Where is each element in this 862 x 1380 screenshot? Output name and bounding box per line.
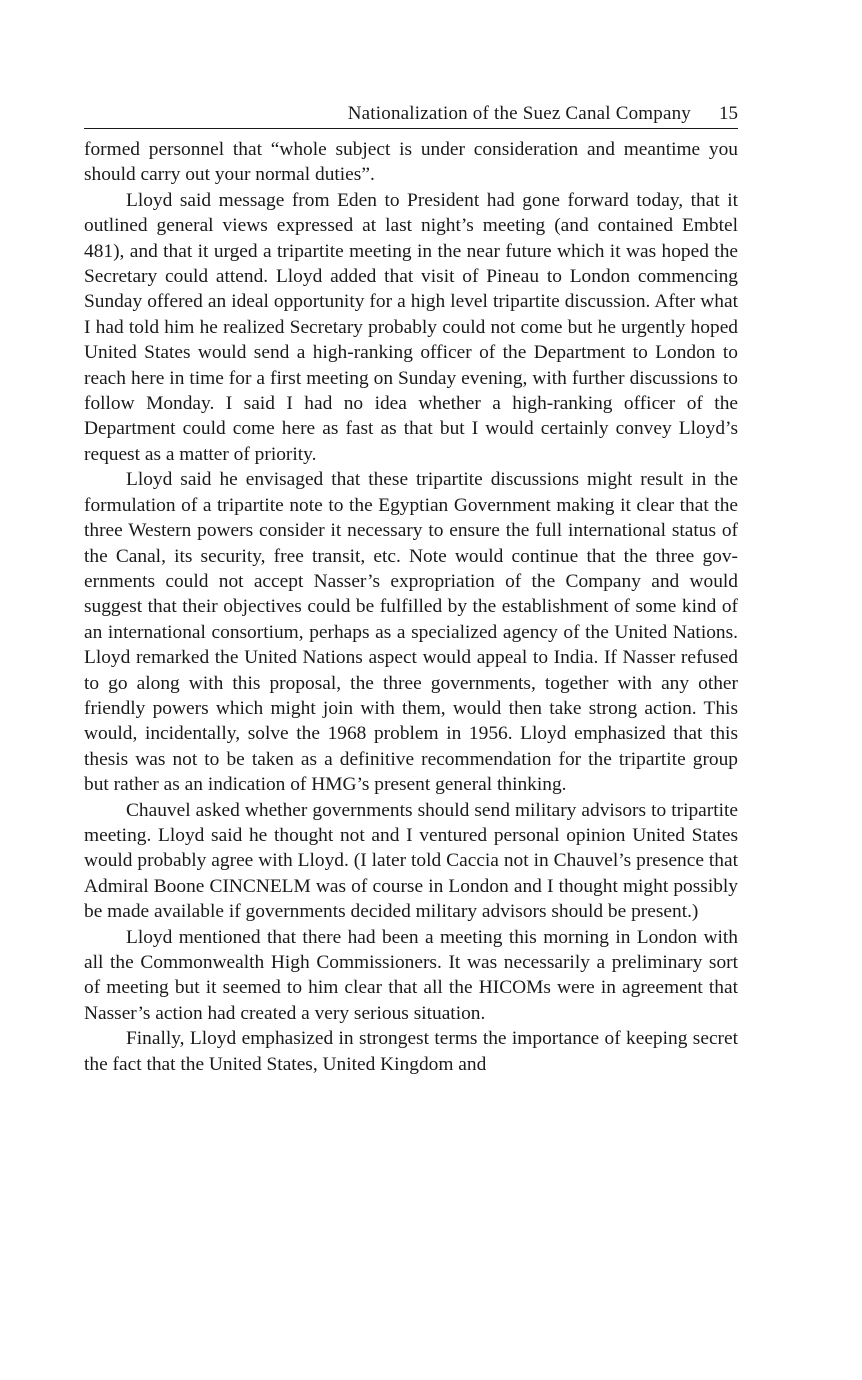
paragraph: Lloyd said he envisaged that these tripartite discussions might result in the formulation of a tripartite note to the Egyptian Government making it clear that the three Western powers consider it necessary to ensure the full international status of the Canal, its security, free transit, etc. Note would continue that the three governments could not accept Nasser’s expropriation of the Company and would suggest that their objectives could be fulfilled by the establishment of some kind of an international consortium, perhaps as a specialized agency of the United Nations. Lloyd remarked the United Nations aspect would appeal to India. If Nasser refused to go along with this proposal, the three governments, together with any other friendly powers which might join with them, would then take strong action. This would, incidentally, solve the 1968 problem in 1956. Lloyd emphasized that this thesis was not to be taken as a definitive recommendation for the tripartite group but rather as an indication of HMG’s present general thinking. (84, 469, 738, 796)
paragraph: Chauvel asked whether governments should send military advisors to tripartite meeting. Lloyd said he thought not and I ventured personal opinion United States would probably agree with Lloyd. (I later told Caccia not in Chauvel’s presence that Admiral Boone CINCNELM was of course in London and I thought might possibly be made available if governments decided military advisors should be present.) (84, 799, 738, 923)
running-head-title: Nationalization of the Suez Canal Company (347, 103, 691, 124)
document-page (84, 100, 738, 1077)
running-header (84, 100, 738, 129)
body-text (84, 137, 738, 1077)
paragraph: Finally, Lloyd emphasized in strongest terms the importance of keeping secret the fact that the United States, United Kingdom and (84, 1028, 738, 1075)
paragraph: Lloyd said message from Eden to President had gone forward today, that it outlined general views expressed at last night’s meeting (and contained Embtel 481), and that it urged a tripartite meeting in the near future which it was hoped the Secretary could attend. Lloyd added that visit of Pineau to London commencing Sunday offered an ideal opportunity for a high level tripartite discussion. After what I had told him he realized Secretary probably could not come but he urgently hoped United States would send a high-ranking officer of the Department to London to reach here in time for a first meeting on Sunday evening, with further discussions to follow Monday. I said I had no idea whether a high-ranking officer of the Department could come here as fast as that but I would certainly convey Lloyd’s request as a matter of priority. (84, 189, 738, 465)
page-number: 15 (719, 103, 738, 124)
paragraph: Lloyd mentioned that there had been a meeting this morning in London with all the Commonwealth High Commissioners. It was necessarily a preliminary sort of meeting but it seemed to him clear that all the HICOMs were in agreement that Nasser’s action had created a very serious situation. (84, 926, 738, 1024)
paragraph-continuation: formed personnel that “whole subject is under consideration and meantime you should carry out your normal duties”. (84, 139, 738, 186)
